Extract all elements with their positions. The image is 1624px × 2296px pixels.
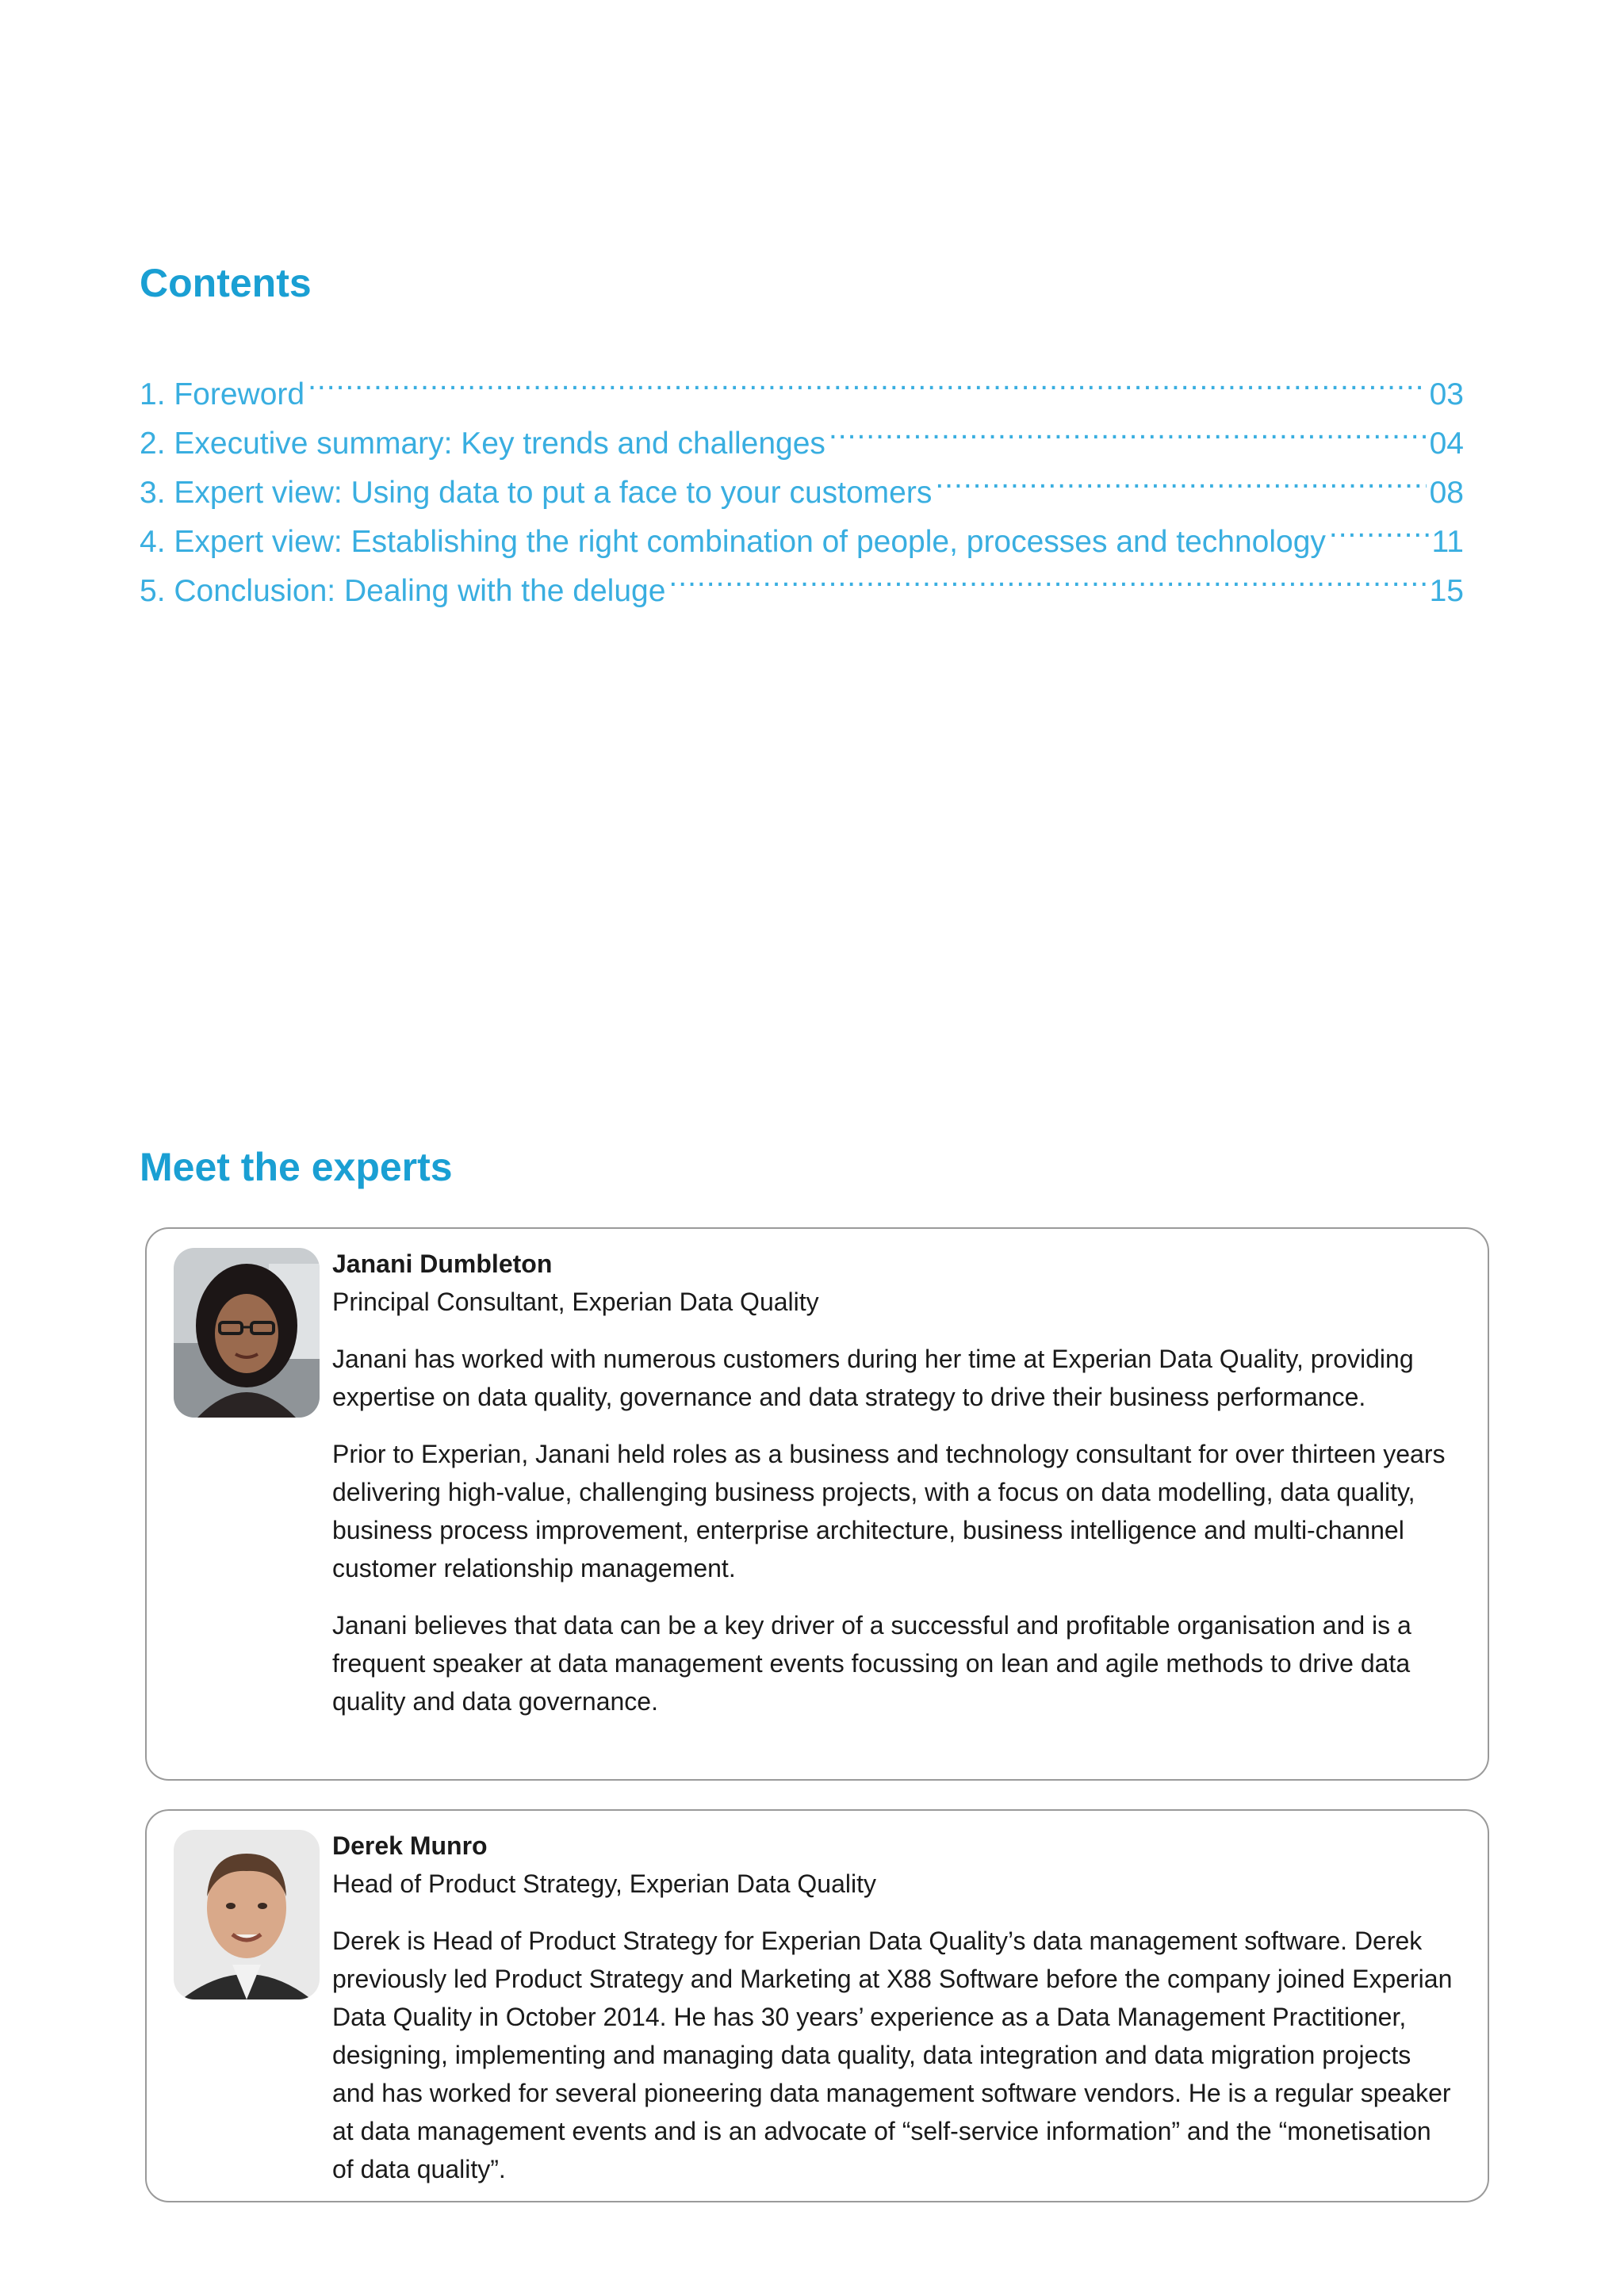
expert-name: Janani Dumbleton [332,1249,553,1278]
toc-entry-executive-summary[interactable] [140,404,1464,461]
toc-page-number: 15 [1429,574,1464,608]
expert-name: Derek Munro [332,1831,488,1860]
toc-entry-label: 2. Executive summary: Key trends and challenges [140,427,825,461]
toc-dot-leader [668,552,1426,601]
toc-page-number: 11 [1431,525,1464,559]
bio-paragraph: Janani believes that data can be a key driver of a successful and profitable organisation and is a frequent speaker at data management events focussing on lean and agile methods to drive data quality and data governance. [332,1611,1411,1716]
toc-entry-foreword[interactable] [140,355,1464,411]
toc-dot-leader [935,453,1426,503]
toc-page-number: 08 [1429,476,1464,510]
contents-heading: Contents [140,261,312,305]
expert-card-derek-munro [145,1809,1489,2202]
bio-paragraph: Derek is Head of Product Strategy for Experian Data Quality’s data management software. Derek previously led Product Strategy and Marketing at X88 Software before the company joined Experian Data Quality in October 2014. He has 30 years’ experience as a Data Management Practitioner, designing, implementing and managing data quality, data integration and data migration projects and has worked for several pioneering data management software vendors. He is a regular speaker at data management events and is an advocate of “self-service information” and the “monetisation of data quality”. [332,1927,1453,2183]
toc-page-number: 03 [1429,377,1464,411]
expert-role: Principal Consultant, Experian Data Quality [332,1288,819,1316]
toc-entry-label: 3. Expert view: Using data to put a face to your customers [140,476,933,510]
expert-card-janani-dumbleton [145,1227,1489,1781]
toc-entry-label: 1. Foreword [140,377,305,411]
toc-dot-leader [308,355,1427,404]
bio-paragraph: Janani has worked with numerous customers during her time at Experian Data Quality, providing expertise on data quality, governance and data strategy to drive their business performance. [332,1345,1414,1411]
toc-page-number: 04 [1429,427,1464,461]
portrait-janani-image [174,1248,320,1418]
expert-bio [332,1245,1456,1720]
portrait-photo [174,1248,320,1418]
expert-role: Head of Product Strategy, Experian Data Quality [332,1869,876,1898]
toc-entry-label: 5. Conclusion: Dealing with the deluge [140,574,666,608]
toc-dot-leader [1329,503,1429,552]
portrait-photo [174,1830,320,1999]
table-of-contents [140,355,1464,608]
toc-dot-leader [829,404,1427,453]
bio-paragraph: Prior to Experian, Janani held roles as a business and technology consultant for over thirteen years delivering high-value, challenging business projects, with a focus on data modelling, data quality, business process improvement, enterprise architecture, business intelligence and multi-channel customer relationship management. [332,1440,1446,1582]
portrait-derek-image [174,1830,320,1999]
expert-bio [332,1827,1456,2188]
toc-entry-label: 4. Expert view: Establishing the right combination of people, processes and technology [140,525,1326,559]
experts-heading: Meet the experts [140,1145,453,1189]
